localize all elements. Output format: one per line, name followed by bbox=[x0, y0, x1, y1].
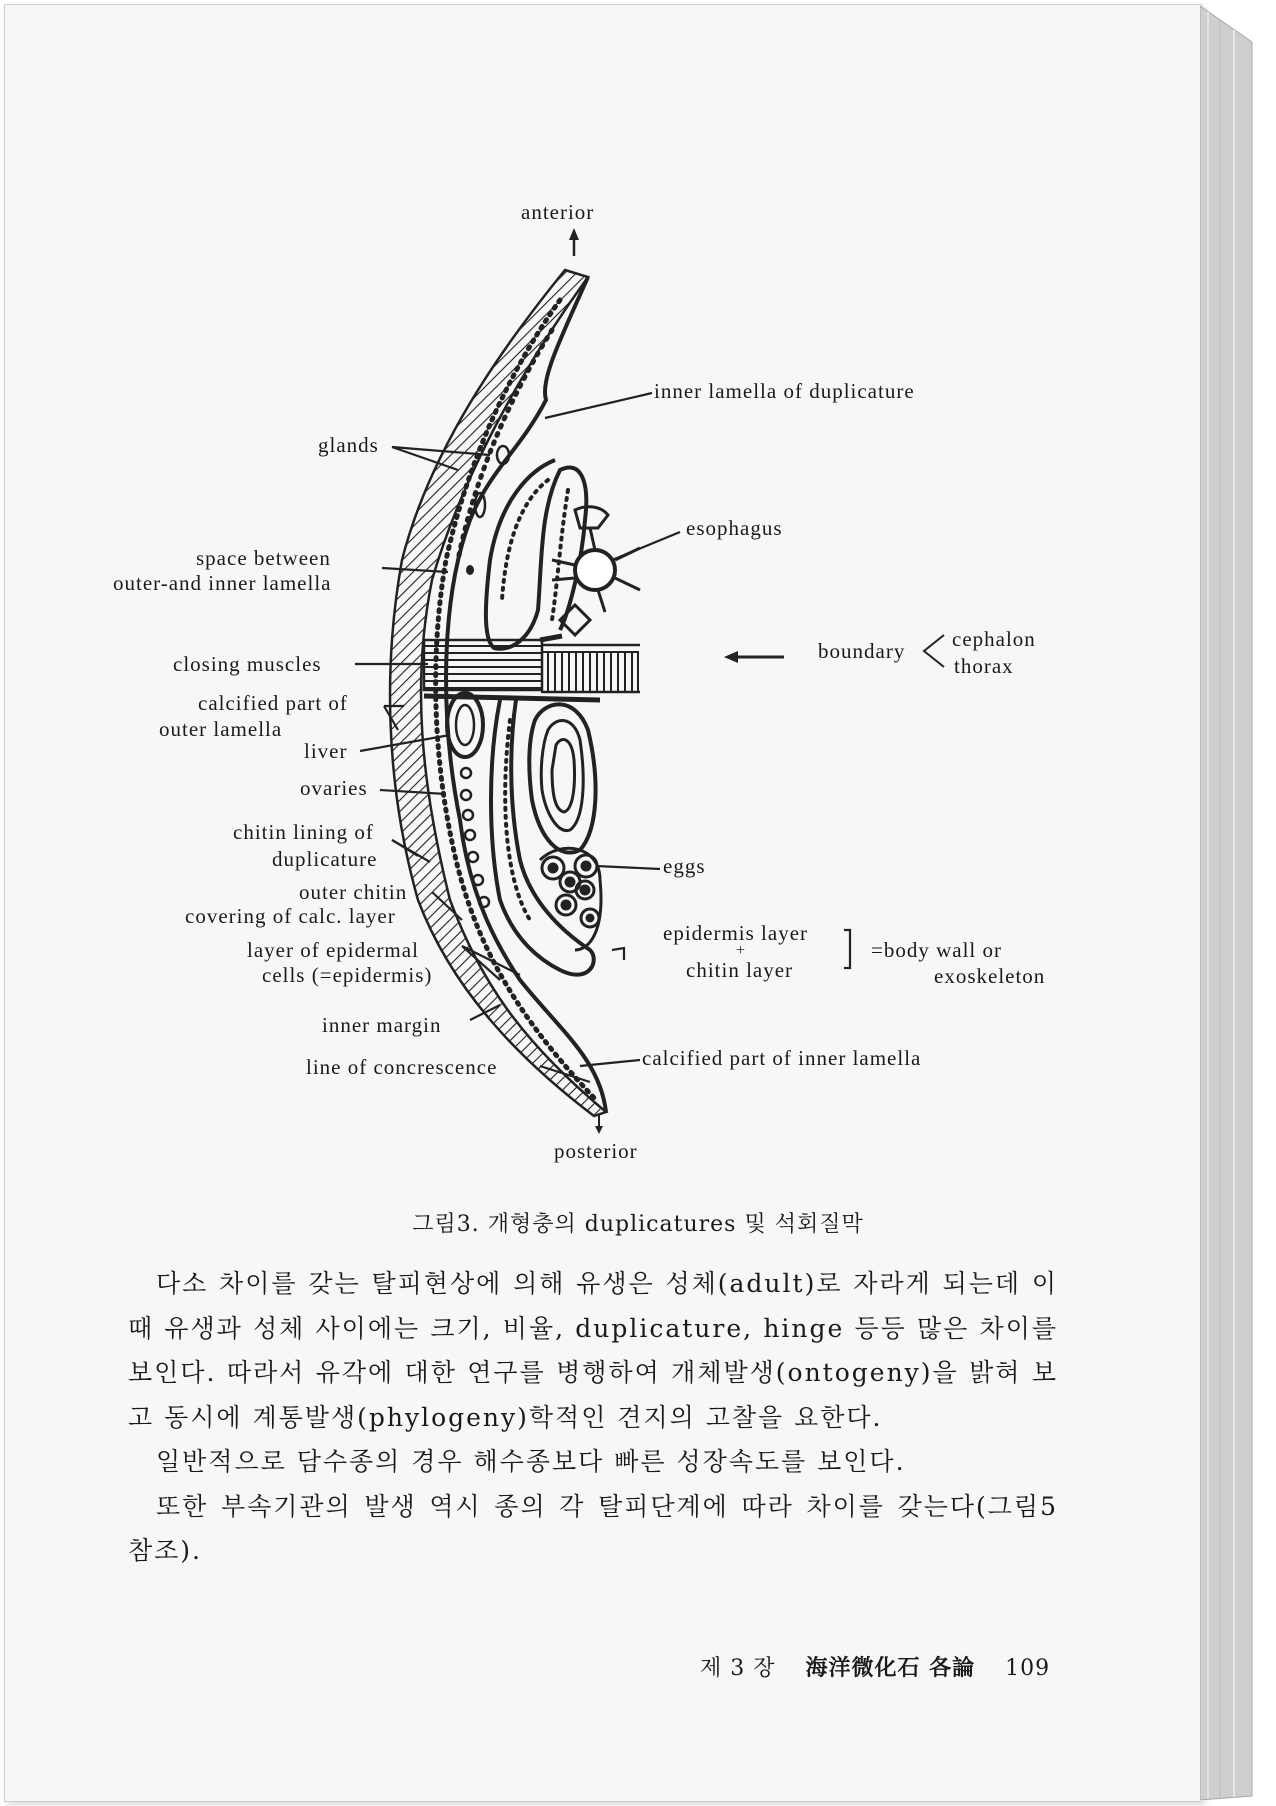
paragraph: 또한 부속기관의 발생 역시 종의 각 탈피단계에 따라 차이를 갖는다(그림5 참조). bbox=[128, 1491, 1058, 1565]
label-calcified-outer-2: outer lamella bbox=[159, 717, 283, 741]
label-epidermal-cells-2: cells (=epidermis) bbox=[262, 963, 433, 987]
label-liver: liver bbox=[304, 739, 348, 763]
label-eggs: eggs bbox=[663, 854, 706, 878]
label-chitin-lining-2: duplicature bbox=[272, 847, 378, 871]
figure-caption: 그림3. 개형충의 duplicatures 및 석회질막 bbox=[412, 1212, 864, 1237]
label-posterior: posterior bbox=[554, 1139, 638, 1163]
label-exoskeleton: exoskeleton bbox=[934, 964, 1046, 988]
label-body-wall: =body wall or bbox=[871, 938, 1002, 962]
label-space-between: space between bbox=[196, 546, 331, 570]
paragraph: 다소 차이를 갖는 탈피현상에 의해 유생은 성체(adult)로 자라게 되는데 이때 유생과 성체 사이에는 크기, 비율, duplicature, hinge 등등 많은 차이를 보인다. 따라서 유각에 대한 연구를 병행하여 개체발생(ontogeny)을 밝혀 보고 동시에 계통발생(phylogeny)학적인 견지의 고찰을 요한다. bbox=[128, 1269, 1058, 1432]
label-inner-lamella: inner lamella of duplicature bbox=[654, 379, 915, 403]
label-anterior: anterior bbox=[521, 200, 595, 224]
label-epidermis-layer: epidermis layer bbox=[663, 921, 809, 945]
footer-title: 海洋微化石 各論 bbox=[805, 1655, 976, 1681]
label-calcified-inner: calcified part of inner lamella bbox=[642, 1046, 922, 1070]
label-epidermal-cells: layer of epidermal bbox=[247, 938, 419, 962]
label-chitin-layer: chitin layer bbox=[686, 958, 794, 982]
label-outer-chitin: outer chitin bbox=[299, 880, 408, 904]
page-number: 109 bbox=[1005, 1656, 1051, 1681]
paragraph: 일반적으로 담수종의 경우 해수종보다 빠른 성장속도를 보인다. bbox=[156, 1447, 906, 1476]
label-glands: glands bbox=[318, 433, 379, 457]
label-thorax: thorax bbox=[954, 654, 1014, 678]
label-boundary: boundary bbox=[818, 639, 906, 663]
label-space-between-2: outer-and inner lamella bbox=[113, 571, 332, 595]
label-outer-chitin-2: covering of calc. layer bbox=[185, 904, 396, 928]
page-footer bbox=[700, 1651, 1072, 1682]
label-inner-margin: inner margin bbox=[322, 1013, 442, 1037]
label-cephalon: cephalon bbox=[952, 627, 1036, 651]
label-concrescence: line of concrescence bbox=[306, 1055, 498, 1079]
label-calcified-outer: calcified part of bbox=[198, 691, 348, 715]
label-plus: + bbox=[736, 942, 747, 959]
label-chitin-lining: chitin lining of bbox=[233, 820, 374, 844]
footer-chapter: 제 3 장 bbox=[700, 1656, 776, 1681]
label-closing-muscles: closing muscles bbox=[173, 652, 322, 676]
label-esophagus: esophagus bbox=[686, 516, 783, 540]
label-ovaries: ovaries bbox=[300, 776, 368, 800]
body-text bbox=[128, 1262, 1058, 1574]
